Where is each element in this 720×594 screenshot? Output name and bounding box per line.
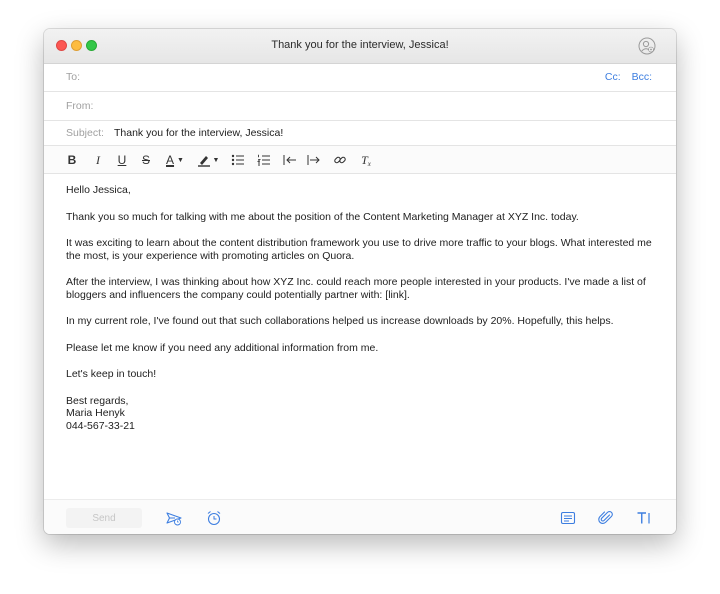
bcc-button[interactable]: Bcc: (631, 71, 652, 83)
clear-formatting-icon: T (361, 152, 368, 167)
outdent-button[interactable] (282, 152, 298, 168)
attachment-icon[interactable] (598, 510, 614, 526)
signature: Best regards, Maria Henyk 044-567-33-21 (66, 394, 135, 432)
compose-footer (44, 499, 676, 534)
indent-icon (307, 154, 321, 166)
strikethrough-icon: S (141, 153, 150, 167)
italic-button[interactable] (92, 152, 104, 168)
numbered-list-button[interactable] (256, 152, 272, 168)
italic-icon: I (96, 152, 100, 167)
window-title: Thank you for the interview, Jessica! (271, 39, 449, 51)
link-icon (333, 153, 347, 167)
numbered-list-icon (257, 154, 271, 166)
font-color-icon: A (166, 153, 175, 167)
send-button[interactable]: Send (66, 508, 142, 528)
message-paragraph: Let's keep in touch! (66, 368, 157, 380)
indent-button[interactable] (306, 152, 322, 168)
highlight-button[interactable] (196, 152, 220, 168)
from-label: From: (66, 100, 94, 112)
to-label: To: (66, 71, 81, 83)
bullet-list-icon (231, 154, 245, 166)
message-paragraph: Please let me know if you need any additional information from me. (66, 341, 379, 354)
bold-icon: B (67, 153, 77, 167)
chevron-down-icon: ▼ (177, 156, 184, 164)
bullet-list-button[interactable] (230, 152, 246, 168)
subject-row[interactable] (44, 121, 676, 146)
message-paragraph: After the interview, I was thinking about how XYZ Inc. could reach more people interested in your products. I've made a list of bloggers and influencers the company could potentially partner with: [link]. (66, 276, 646, 301)
template-icon[interactable] (560, 510, 576, 526)
bold-button[interactable] (66, 152, 78, 168)
formatting-toolbar (44, 146, 676, 174)
underline-button[interactable] (116, 152, 128, 168)
text-format-icon[interactable] (636, 510, 652, 526)
cc-button[interactable]: Cc: (604, 71, 621, 83)
to-row[interactable] (44, 63, 676, 92)
message-paragraph: Thank you so much for talking with me about the position of the Content Marketing Manager at XYZ Inc. today. (66, 210, 579, 223)
font-color-button[interactable] (164, 152, 186, 168)
link-button[interactable] (332, 152, 348, 168)
underline-icon: U (117, 153, 127, 167)
subject-input[interactable]: Thank you for the interview, Jessica! (114, 127, 284, 139)
alarm-clock-icon[interactable] (206, 510, 222, 526)
message-body[interactable] (66, 184, 656, 446)
from-row[interactable] (44, 92, 676, 121)
compose-window (44, 29, 676, 534)
clear-formatting-button[interactable] (358, 152, 374, 168)
send-later-icon[interactable] (166, 510, 182, 526)
contact-add-icon[interactable] (638, 37, 656, 55)
clear-x-icon: x (367, 159, 371, 168)
title-bar (44, 29, 676, 64)
chevron-down-icon: ▼ (212, 156, 220, 164)
highlight-icon (197, 153, 211, 167)
message-paragraph: Hello Jessica, (66, 184, 131, 196)
strikethrough-button[interactable] (140, 152, 152, 168)
outdent-icon (283, 154, 297, 166)
message-paragraph: It was exciting to learn about the content distribution framework you use to drive more traffic to your blogs. What interested me the most, is your experience with promoting articles on Quora. (66, 237, 652, 262)
message-paragraph: In my current role, I've found out that such collaborations helped us increase downloads by 20%. Hopefully, this helps. (66, 315, 614, 327)
subject-label: Subject: (66, 127, 104, 139)
